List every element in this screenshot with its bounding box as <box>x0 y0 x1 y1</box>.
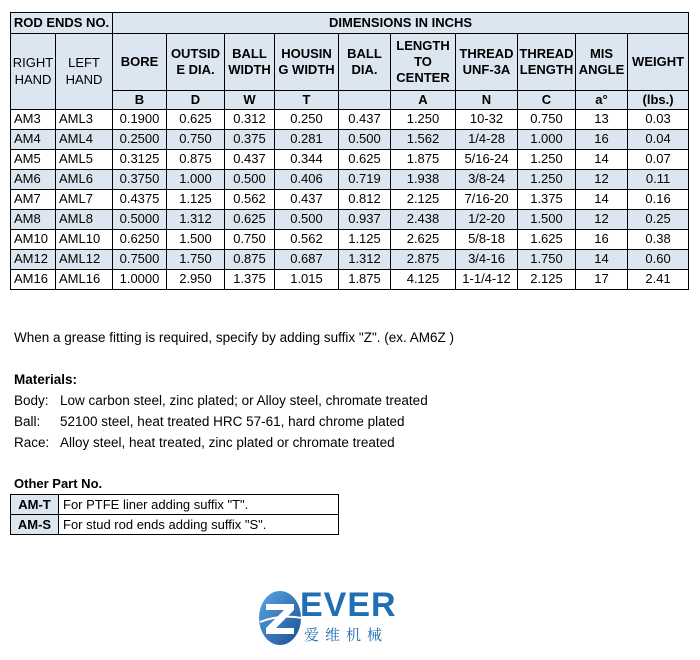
dimensions-header: DIMENSIONS IN INCHS <box>113 13 689 34</box>
table-cell: AM12 <box>11 250 56 270</box>
part-code: AM-S <box>11 515 59 535</box>
table-cell: 2.125 <box>391 190 456 210</box>
table-cell: 1.750 <box>518 250 576 270</box>
sym-thread-length: C <box>518 91 576 110</box>
table-cell: 0.3125 <box>113 150 167 170</box>
table-cell: 0.687 <box>275 250 339 270</box>
table-row <box>11 190 689 210</box>
table-row <box>11 110 689 130</box>
table-cell: 4.125 <box>391 270 456 290</box>
table-row <box>11 210 689 230</box>
table-cell: 5/8-18 <box>456 230 518 250</box>
left-hand-header: LEFT HAND <box>56 34 113 110</box>
table-cell: 14 <box>576 250 628 270</box>
table-cell: 1-1/4-12 <box>456 270 518 290</box>
logo-subtitle: 爱维机械 <box>304 627 389 644</box>
table-row <box>11 230 689 250</box>
sym-outside-dia: D <box>167 91 225 110</box>
table-cell: AML12 <box>56 250 113 270</box>
table-cell: 2.625 <box>391 230 456 250</box>
other-part-row <box>11 495 339 515</box>
table-cell: 0.406 <box>275 170 339 190</box>
table-cell: 1.000 <box>167 170 225 190</box>
table-cell: 0.6250 <box>113 230 167 250</box>
col-outside-dia-header: OUTSID E DIA. <box>167 34 225 91</box>
table-cell: 0.500 <box>339 130 391 150</box>
table-cell: 0.16 <box>628 190 689 210</box>
table-cell: 0.07 <box>628 150 689 170</box>
other-part-row <box>11 515 339 535</box>
table-cell: 7/16-20 <box>456 190 518 210</box>
table-cell: 1.875 <box>391 150 456 170</box>
col-thread-length-header: THREAD LENGTH <box>518 34 576 91</box>
table-cell: AM4 <box>11 130 56 150</box>
table-cell: AM8 <box>11 210 56 230</box>
table-cell: 0.625 <box>225 210 275 230</box>
table-cell: 0.562 <box>225 190 275 210</box>
table-cell: 0.719 <box>339 170 391 190</box>
table-cell: 12 <box>576 170 628 190</box>
table-cell: AML6 <box>56 170 113 190</box>
table-row <box>11 250 689 270</box>
table-cell: 0.562 <box>275 230 339 250</box>
table-cell: 1/4-28 <box>456 130 518 150</box>
table-cell: 12 <box>576 210 628 230</box>
sym-ball-width: W <box>225 91 275 110</box>
table-cell: 2.125 <box>518 270 576 290</box>
part-desc: For stud rod ends adding suffix "S". <box>59 515 339 535</box>
table-cell: AML7 <box>56 190 113 210</box>
table-cell: 1.312 <box>339 250 391 270</box>
table-cell: 1.250 <box>518 150 576 170</box>
part-code: AM-T <box>11 495 59 515</box>
material-value: Low carbon steel, zinc plated; or Alloy steel, chromate treated <box>60 393 428 408</box>
table-cell: 0.03 <box>628 110 689 130</box>
sym-housing-width: T <box>275 91 339 110</box>
table-cell: 2.41 <box>628 270 689 290</box>
col-thread-header: THREAD UNF-3A <box>456 34 518 91</box>
table-cell: 1.250 <box>518 170 576 190</box>
table-cell: 13 <box>576 110 628 130</box>
table-cell: 0.4375 <box>113 190 167 210</box>
table-cell: 0.750 <box>167 130 225 150</box>
table-cell: 0.3750 <box>113 170 167 190</box>
table-cell: 0.25 <box>628 210 689 230</box>
sym-length-center: A <box>391 91 456 110</box>
table-cell: 1.938 <box>391 170 456 190</box>
table-cell: AML16 <box>56 270 113 290</box>
table-cell: 17 <box>576 270 628 290</box>
sym-bore: B <box>113 91 167 110</box>
table-cell: 0.60 <box>628 250 689 270</box>
material-value: 52100 steel, heat treated HRC 57-61, hard chrome plated <box>60 414 405 429</box>
table-cell: 1.500 <box>167 230 225 250</box>
table-cell: AM7 <box>11 190 56 210</box>
table-cell: 0.812 <box>339 190 391 210</box>
table-cell: 2.875 <box>391 250 456 270</box>
sym-weight: (lbs.) <box>628 91 689 110</box>
table-cell: 1.0000 <box>113 270 167 290</box>
table-cell: 0.500 <box>225 170 275 190</box>
material-body <box>14 393 428 408</box>
table-row <box>11 170 689 190</box>
col-ball-width-header: BALL WIDTH <box>225 34 275 91</box>
table-cell: 0.5000 <box>113 210 167 230</box>
table-cell: 14 <box>576 150 628 170</box>
table-row <box>11 130 689 150</box>
table-cell: 0.625 <box>167 110 225 130</box>
table-cell: 0.1900 <box>113 110 167 130</box>
part-desc: For PTFE liner adding suffix "T". <box>59 495 339 515</box>
table-cell: 16 <box>576 230 628 250</box>
materials-heading: Materials: <box>14 372 78 387</box>
other-part-heading: Other Part No. <box>14 476 103 491</box>
sym-mis-angle: a° <box>576 91 628 110</box>
table-cell: 16 <box>576 130 628 150</box>
table-cell: 1.562 <box>391 130 456 150</box>
table-cell: 3/8-24 <box>456 170 518 190</box>
table-cell: 0.375 <box>225 130 275 150</box>
table-cell: 1.000 <box>518 130 576 150</box>
other-part-table <box>10 494 339 535</box>
table-cell: 3/4-16 <box>456 250 518 270</box>
material-key: Race: <box>14 435 50 450</box>
col-bore-header: BORE <box>113 34 167 91</box>
table-cell: 1.875 <box>339 270 391 290</box>
table-cell: AM6 <box>11 170 56 190</box>
grease-fitting-note: When a grease fitting is required, specify by adding suffix "Z". (ex. AM6Z ) <box>14 330 455 345</box>
table-cell: 0.38 <box>628 230 689 250</box>
material-key: Body: <box>14 393 49 408</box>
table-cell: AM10 <box>11 230 56 250</box>
col-length-center-header: LENGTH TO CENTER <box>391 34 456 91</box>
dimensions-table <box>10 12 689 290</box>
material-race <box>14 435 395 450</box>
table-cell: 1.750 <box>167 250 225 270</box>
sym-ball-dia <box>339 91 391 110</box>
table-cell: 0.250 <box>275 110 339 130</box>
table-cell: 0.2500 <box>113 130 167 150</box>
col-mis-angle-header: MIS ANGLE <box>576 34 628 91</box>
table-cell: AM5 <box>11 150 56 170</box>
table-cell: 0.875 <box>167 150 225 170</box>
table-cell: AML8 <box>56 210 113 230</box>
table-cell: 2.950 <box>167 270 225 290</box>
table-cell: AML4 <box>56 130 113 150</box>
table-cell: 0.7500 <box>113 250 167 270</box>
material-ball <box>14 414 404 429</box>
right-hand-header: RIGHT HAND <box>11 34 56 110</box>
col-housing-width-header: HOUSIN G WIDTH <box>275 34 339 91</box>
table-cell: 10-32 <box>456 110 518 130</box>
table-cell: 1/2-20 <box>456 210 518 230</box>
table-cell: 0.281 <box>275 130 339 150</box>
logo-name: EVER <box>300 586 397 624</box>
table-cell: 1.375 <box>518 190 576 210</box>
table-cell: 1.125 <box>339 230 391 250</box>
table-cell: 1.375 <box>225 270 275 290</box>
table-cell: 0.437 <box>275 190 339 210</box>
sym-thread: N <box>456 91 518 110</box>
table-cell: 5/16-24 <box>456 150 518 170</box>
table-cell: 1.250 <box>391 110 456 130</box>
table-cell: 0.750 <box>518 110 576 130</box>
table-cell: 0.437 <box>225 150 275 170</box>
material-value: Alloy steel, heat treated, zinc plated or chromate treated <box>60 435 395 450</box>
table-cell: 0.04 <box>628 130 689 150</box>
table-cell: 2.438 <box>391 210 456 230</box>
col-ball-dia-header: BALL DIA. <box>339 34 391 91</box>
table-cell: 0.750 <box>225 230 275 250</box>
table-cell: AML5 <box>56 150 113 170</box>
col-weight-header: WEIGHT <box>628 34 689 91</box>
table-cell: 0.875 <box>225 250 275 270</box>
table-cell: 1.500 <box>518 210 576 230</box>
table-row <box>11 150 689 170</box>
table-cell: AM3 <box>11 110 56 130</box>
table-cell: AML3 <box>56 110 113 130</box>
table-cell: 0.500 <box>275 210 339 230</box>
table-cell: 0.11 <box>628 170 689 190</box>
table-cell: 0.437 <box>339 110 391 130</box>
table-row <box>11 270 689 290</box>
table-body <box>11 110 689 290</box>
material-key: Ball: <box>14 414 41 429</box>
table-cell: 1.125 <box>167 190 225 210</box>
rod-ends-header: ROD ENDS NO. <box>11 13 113 34</box>
table-cell: 1.015 <box>275 270 339 290</box>
table-cell: 0.344 <box>275 150 339 170</box>
table-cell: 14 <box>576 190 628 210</box>
table-cell: 1.625 <box>518 230 576 250</box>
table-cell: 0.312 <box>225 110 275 130</box>
table-cell: 0.625 <box>339 150 391 170</box>
table-cell: 1.312 <box>167 210 225 230</box>
table-cell: AML10 <box>56 230 113 250</box>
table-cell: AM16 <box>11 270 56 290</box>
table-cell: 0.937 <box>339 210 391 230</box>
